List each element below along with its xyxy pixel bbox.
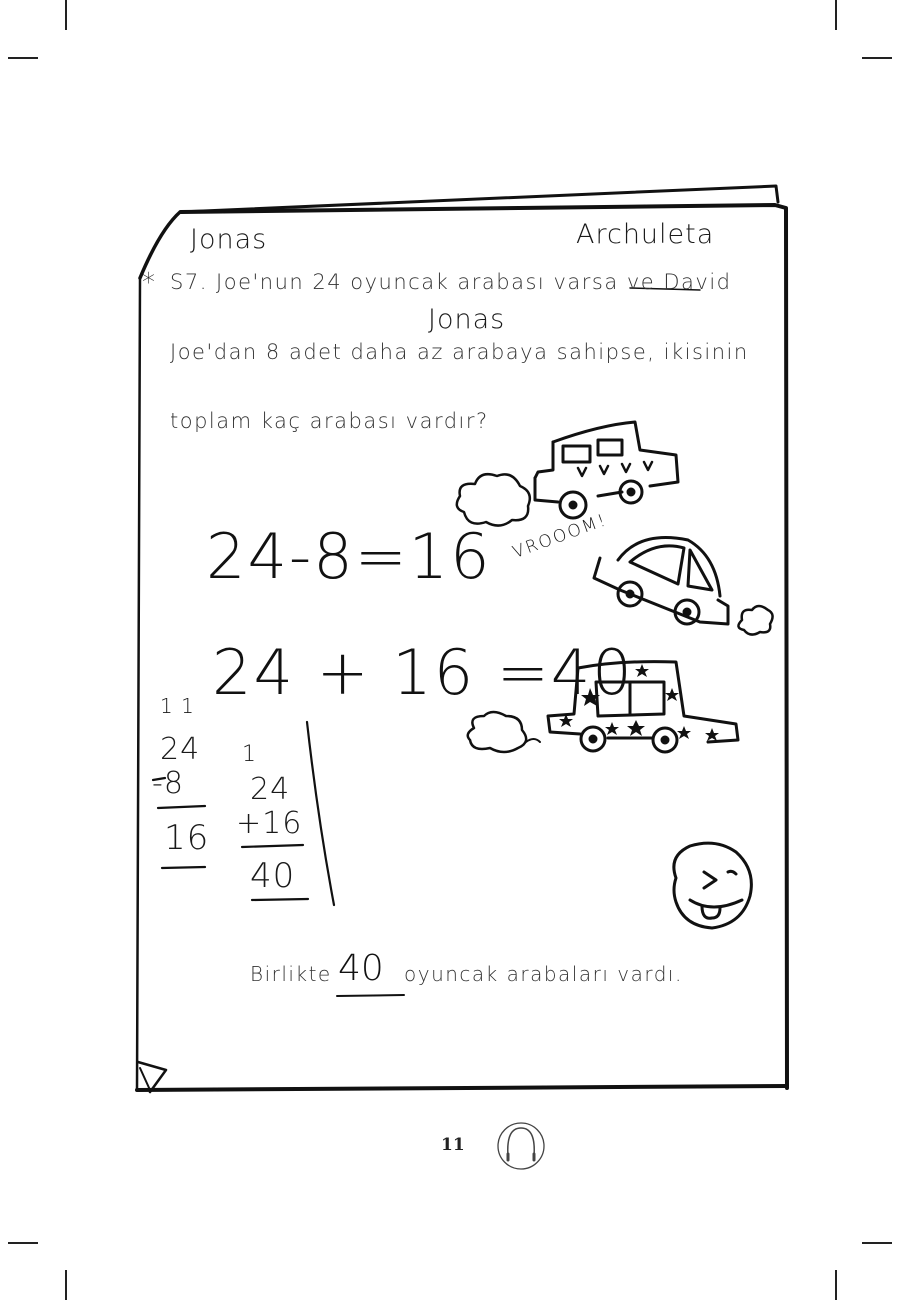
car-drawing-1 — [457, 422, 678, 526]
subtraction-result: 16 — [164, 818, 210, 858]
page-number: 11 — [441, 1135, 465, 1155]
equation-addition: 24 + 16 =40 — [212, 636, 634, 709]
addition-result: 40 — [250, 856, 296, 896]
addition-carry: 1 — [242, 742, 257, 767]
answer-prefix: Birlikte — [250, 962, 332, 986]
addition-top: 24 — [250, 772, 291, 807]
subtraction-bottom: -8 — [152, 766, 184, 801]
problem-line-3: toplam kaç arabası vardır? — [170, 409, 489, 433]
subtraction-carry: 1 1 — [160, 694, 195, 718]
problem-line-2: Joe'dan 8 adet daha az arabaya sahipse, ikisinin — [170, 340, 749, 364]
answer-underline — [337, 995, 404, 996]
equation-subtraction: 24-8=16 — [206, 520, 492, 593]
headphones-icon — [498, 1123, 544, 1169]
smiley-face-drawing — [674, 843, 752, 928]
problem-marker: * — [142, 268, 157, 298]
answer-suffix: oyuncak arabaları vardı. — [404, 962, 683, 986]
student-name-right: Archuleta — [576, 219, 715, 250]
student-name-left: Jonas — [190, 224, 268, 255]
answer-value: 40 — [338, 948, 384, 989]
inserted-name: Jonas — [428, 304, 506, 335]
sound-effect-label: VROOOM! — [510, 510, 610, 563]
addition-bottom: +16 — [236, 806, 303, 841]
subtraction-top: 24 — [160, 732, 201, 767]
problem-line-1: S7. Joe'nun 24 oyuncak arabası varsa ve David — [170, 270, 732, 294]
car-drawing-2 — [594, 538, 773, 635]
